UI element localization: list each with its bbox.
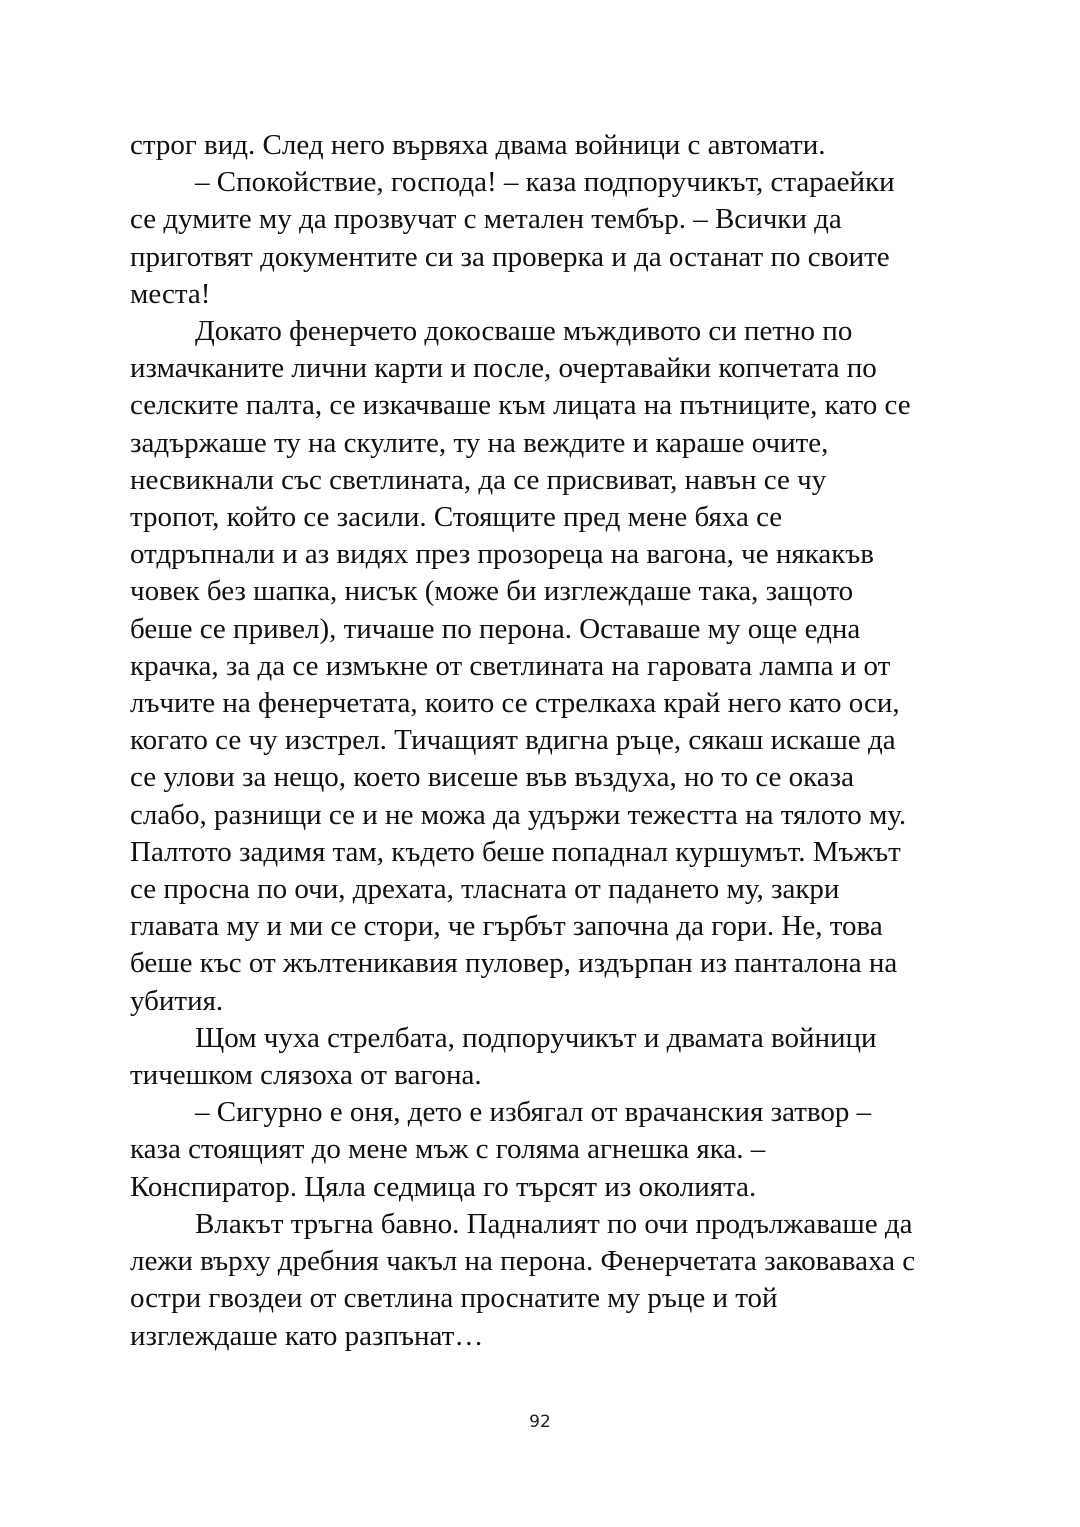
text-line: убития. xyxy=(130,984,224,1017)
text-line: приготвят документите си за проверка и да останат по своите xyxy=(130,240,890,273)
text-line: беше къс от жълтеникавия пуловер, издърпан из панталона на xyxy=(130,947,898,980)
paragraph xyxy=(130,1094,960,1206)
text-line: измачканите лични карти и после, очертавайки копчетата по xyxy=(130,352,877,385)
text-line: строг вид. След него вървяха двама войници с автомати. xyxy=(130,129,826,161)
paragraph xyxy=(130,313,960,1020)
text-line: лежи върху дребния чакъл на перона. Фенерчетата заковаваха с xyxy=(130,1245,916,1278)
text-line: когато се чу изстрел. Тичащият вдигна ръце, сякаш искаше да xyxy=(130,724,896,757)
paragraph xyxy=(130,127,960,164)
text-line: места! xyxy=(130,277,211,310)
text-line: Палтото задимя там, където беше попаднал куршумът. Мъжът xyxy=(130,835,901,868)
text-line: крачка, за да се измъкне от светлината на гаровата лампа и от xyxy=(130,649,891,682)
text-line: главата му и ми се стори, че гърбът започна да гори. Не, това xyxy=(130,910,883,943)
body-text xyxy=(130,127,960,1355)
text-line: Докато фенерчето докосваше мъждивото си петно по xyxy=(195,315,853,348)
text-line: изглеждаше като разпънат… xyxy=(130,1319,484,1352)
text-line: отдръпнали и аз видях през прозореца на вагона, че някакъв xyxy=(130,538,874,571)
paragraph xyxy=(130,164,960,313)
text-line: Щом чуха стрелбата, подпоручикът и двамата войници xyxy=(195,1021,877,1054)
text-line: слабо, разнищи се и не можа да удържи тежестта на тялото му. xyxy=(130,798,907,831)
text-line: се просна по очи, дрехата, тласната от падането му, закри xyxy=(130,873,840,906)
text-line: се улови за нещо, което висеше във въздуха, но то се оказа xyxy=(130,761,855,794)
text-line: Влакът тръгна бавно. Падналият по очи продължаваше да xyxy=(195,1207,913,1240)
text-line: задържаше ту на скулите, ту на веждите и караше очите, xyxy=(130,426,829,459)
text-line: каза стоящият до мене мъж с голяма агнешка яка. – xyxy=(130,1133,766,1166)
text-line: беше се привел), тичаше по перона. Оставаше му още една xyxy=(130,612,861,645)
text-line: лъчите на фенерчетата, които се стрелкаха край него като оси, xyxy=(130,687,900,720)
paragraph xyxy=(130,1206,960,1355)
text-line: човек без шапка, нисък (може би изглеждаше така, защото xyxy=(130,575,854,608)
text-line: се думите му да прозвучат с метален тембър. – Всички да xyxy=(130,203,842,236)
text-line: селските палта, се изкачваше към лицата на пътниците, като се xyxy=(130,389,911,422)
text-line: несвикнали със светлината, да се присвиват, навън се чу xyxy=(130,463,827,496)
text-line: тичешком слязоха от вагона. xyxy=(130,1059,482,1092)
text-line: Конспиратор. Цяла седмица го търсят из околията. xyxy=(130,1170,757,1203)
text-line: остри гвоздеи от светлина проснатите му ръце и той xyxy=(130,1282,778,1315)
text-line: – Спокойствие, господа! – каза подпоручикът, стараейки xyxy=(195,166,895,199)
paragraph xyxy=(130,1020,960,1094)
page-number: 92 xyxy=(529,1412,551,1432)
text-line: тропот, който се засили. Стоящите пред мене бяха се xyxy=(130,501,783,534)
text-line: – Сигурно е оня, дето е избягал от врачанския затвор – xyxy=(195,1096,872,1129)
